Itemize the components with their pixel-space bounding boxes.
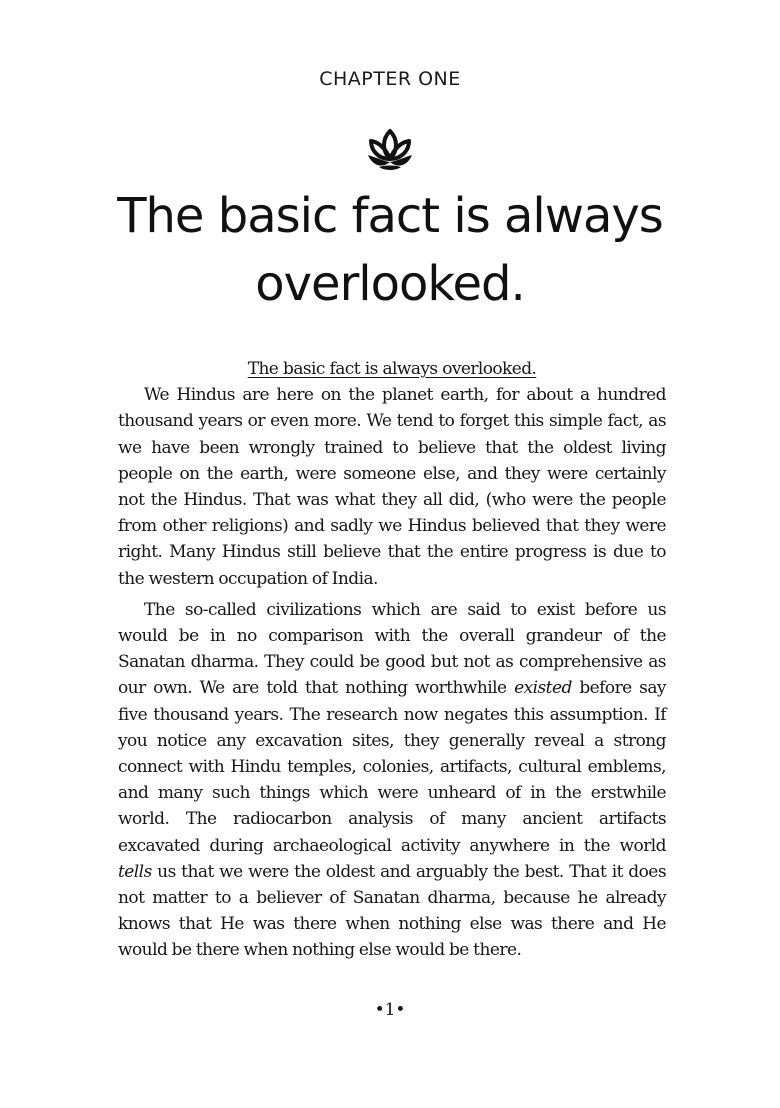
paragraph-2-part-1: The so-called civilizations which are said to exist before us would be in no comparison with the overall grandeur of the Sanatan dharma. They could be good but not as comprehensive as our own. We are told that nothing worthwhile xyxy=(118,599,666,699)
page-number: •1• xyxy=(374,1000,406,1020)
lotus-icon xyxy=(365,127,415,173)
section-heading: The basic fact is always overlooked. xyxy=(247,359,537,379)
paragraph-1: We Hindus are here on the planet earth, for about a hundred thousand years or even more. We tend to forget this simple fact, as we have been wrongly trained to believe that the oldest living people on the earth, were someone else, and they were certainly not the Hindus. That was what they all did, (who were the people from other religions) and sadly we Hindus believed that they were right. Many Hindus still believe that the entire progress is due to the western occupation of India. xyxy=(118,385,666,589)
paragraph-2-part-2: before say five thousand years. The research now negates this assumption. If you notice any excavation sites, they generally reveal a strong connect with Hindu temples, colonies, artifacts, cultural emblems, and many such things which were unheard of in the erstwhile world. The radiocarbon analysis of many ancient artifacts excavated during archaeological activity anywhere in the world xyxy=(118,678,666,856)
paragraph-2-italic-1: existed xyxy=(514,678,572,699)
paragraph-2 xyxy=(118,597,666,964)
paragraph-2-part-3: us that we were the oldest and arguably the best. That it does not matter to a believer of Sanatan dharma, because he already knows that He was there when nothing else was there and He would be there when nothing else would be there. xyxy=(118,861,666,961)
chapter-label: CHAPTER ONE xyxy=(319,68,461,90)
chapter-title: The basic fact is always overlooked. xyxy=(117,188,663,312)
paragraph-2-italic-2: tells xyxy=(118,861,152,882)
body-text xyxy=(118,356,666,964)
